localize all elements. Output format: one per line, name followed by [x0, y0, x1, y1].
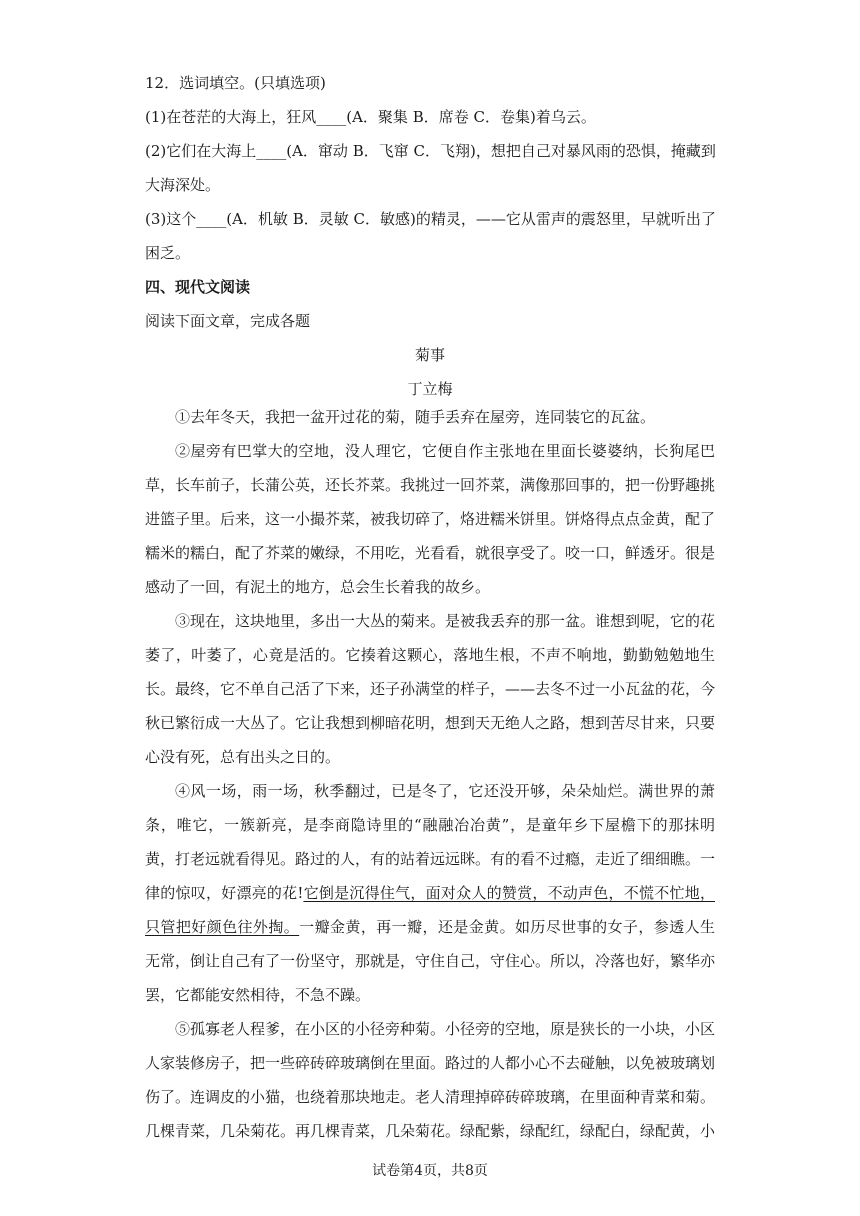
- article-paragraph-2: ②屋旁有巴掌大的空地，没人理它，它便自作主张地在里面长婆婆纳，长狗尾巴草，长车前子，长蒲公英，还长芥菜。我挑过一回芥菜，满像那回事的，把一份野趣挑进篮子里。后来，这一小撮芥菜，被我切碎了，烙进糯米饼里。饼烙得点点金黄，配了糯米的糯白，配了芥菜的嫩绿，不用吃，光看看，就很享受了。咬一口，鲜透牙。很是感动了一回，有泥土的地方，总会生长着我的故乡。: [145, 442, 716, 596]
- question-item-2-line-2: 大海深处。: [145, 176, 221, 194]
- paragraph-4-text-after: 一瓣金黄，再一瓣，还是金黄。如历尽世事的女子，参透人生无常，倒让自己有了一份坚守，那就是，守住自己，守住心。所以，冷落也好，繁华亦罢，它都能安然相待，不急不躁。: [145, 918, 716, 1004]
- section-heading: 四、现代文阅读: [145, 278, 251, 296]
- paragraph-4-text-before: ④风一场，雨一场，秋季翻过，已是冬了，它还没开够，朵朵灿烂。满世界的萧条，唯它，一簇新亮，是李商隐诗里的“融融冶冶黄”，是童年乡下屋檐下的那抹明黄，打老远就看得见。路过的人，有的站着远远眯。有的看不过瘾，走近了细细瞧。一律的惊叹，好漂亮的花!: [145, 782, 716, 902]
- page-footer: 试卷第4页，共8页: [372, 1163, 488, 1179]
- article-paragraph-4: [145, 774, 715, 1012]
- article-author: 丁立梅: [407, 380, 453, 398]
- question-item-3-line-2: 困乏。: [145, 244, 191, 262]
- article-title: 菊事: [414, 346, 445, 364]
- question-item-3-line-1: (3)这个____(A．机敏 B．灵敏 C．敏感)的精灵，——它从雷声的震怒里，早就听出了: [145, 210, 716, 228]
- article-paragraph-1: ①去年冬天，我把一盆开过花的菊，随手丢弃在屋旁，连同装它的瓦盆。: [175, 408, 656, 426]
- underlined-sentence: 它倒是沉得住气，面对众人的赞赏，不动声色，不慌不忙地，只管把好颜色往外掏。: [145, 884, 715, 936]
- article-paragraph-5: ⑤孤寡老人程爹，在小区的小径旁种菊。小径旁的空地，原是狭长的一小块，小区人家装修房子，把一些碎砖碎玻璃倒在里面。路过的人都小心不去碰触，以免被玻璃划伤了。连调皮的小猫，也绕着那块地走。老人清理掉碎砖碎玻璃，在里面种青菜和菊。几棵青菜，几朵菊花。再几棵青菜，几朵菊花。绿配紫，绿配红，绿配白，绿配黄，小: [145, 1020, 716, 1140]
- question-title: 12．选词填空。(只填选项): [145, 74, 326, 92]
- question-item-1: (1)在苍茫的大海上，狂风____(A．聚集 B．席卷 C．卷集)着乌云。: [145, 108, 596, 126]
- question-item-2-line-1: (2)它们在大海上____(A．窜动 B．飞窜 C．飞翔)，想把自己对暴风雨的恐惧，掩藏到: [145, 142, 716, 160]
- section-instruction: 阅读下面文章，完成各题: [145, 312, 311, 330]
- article-paragraph-3: ③现在，这块地里，多出一大丛的菊来。是被我丢弃的那一盆。谁想到呢，它的花萎了，叶萎了，心竟是活的。它揍着这颗心，落地生根，不声不响地，勤勤勉勉地生长。最终，它不单自己活了下来，还子孙满堂的样子，——去冬不过一小瓦盆的花，今秋已繁衍成一大丛了。它让我想到柳暗花明，想到天无绝人之路，想到苦尽甘来，只要心没有死，总有出头之日的。: [145, 612, 716, 766]
